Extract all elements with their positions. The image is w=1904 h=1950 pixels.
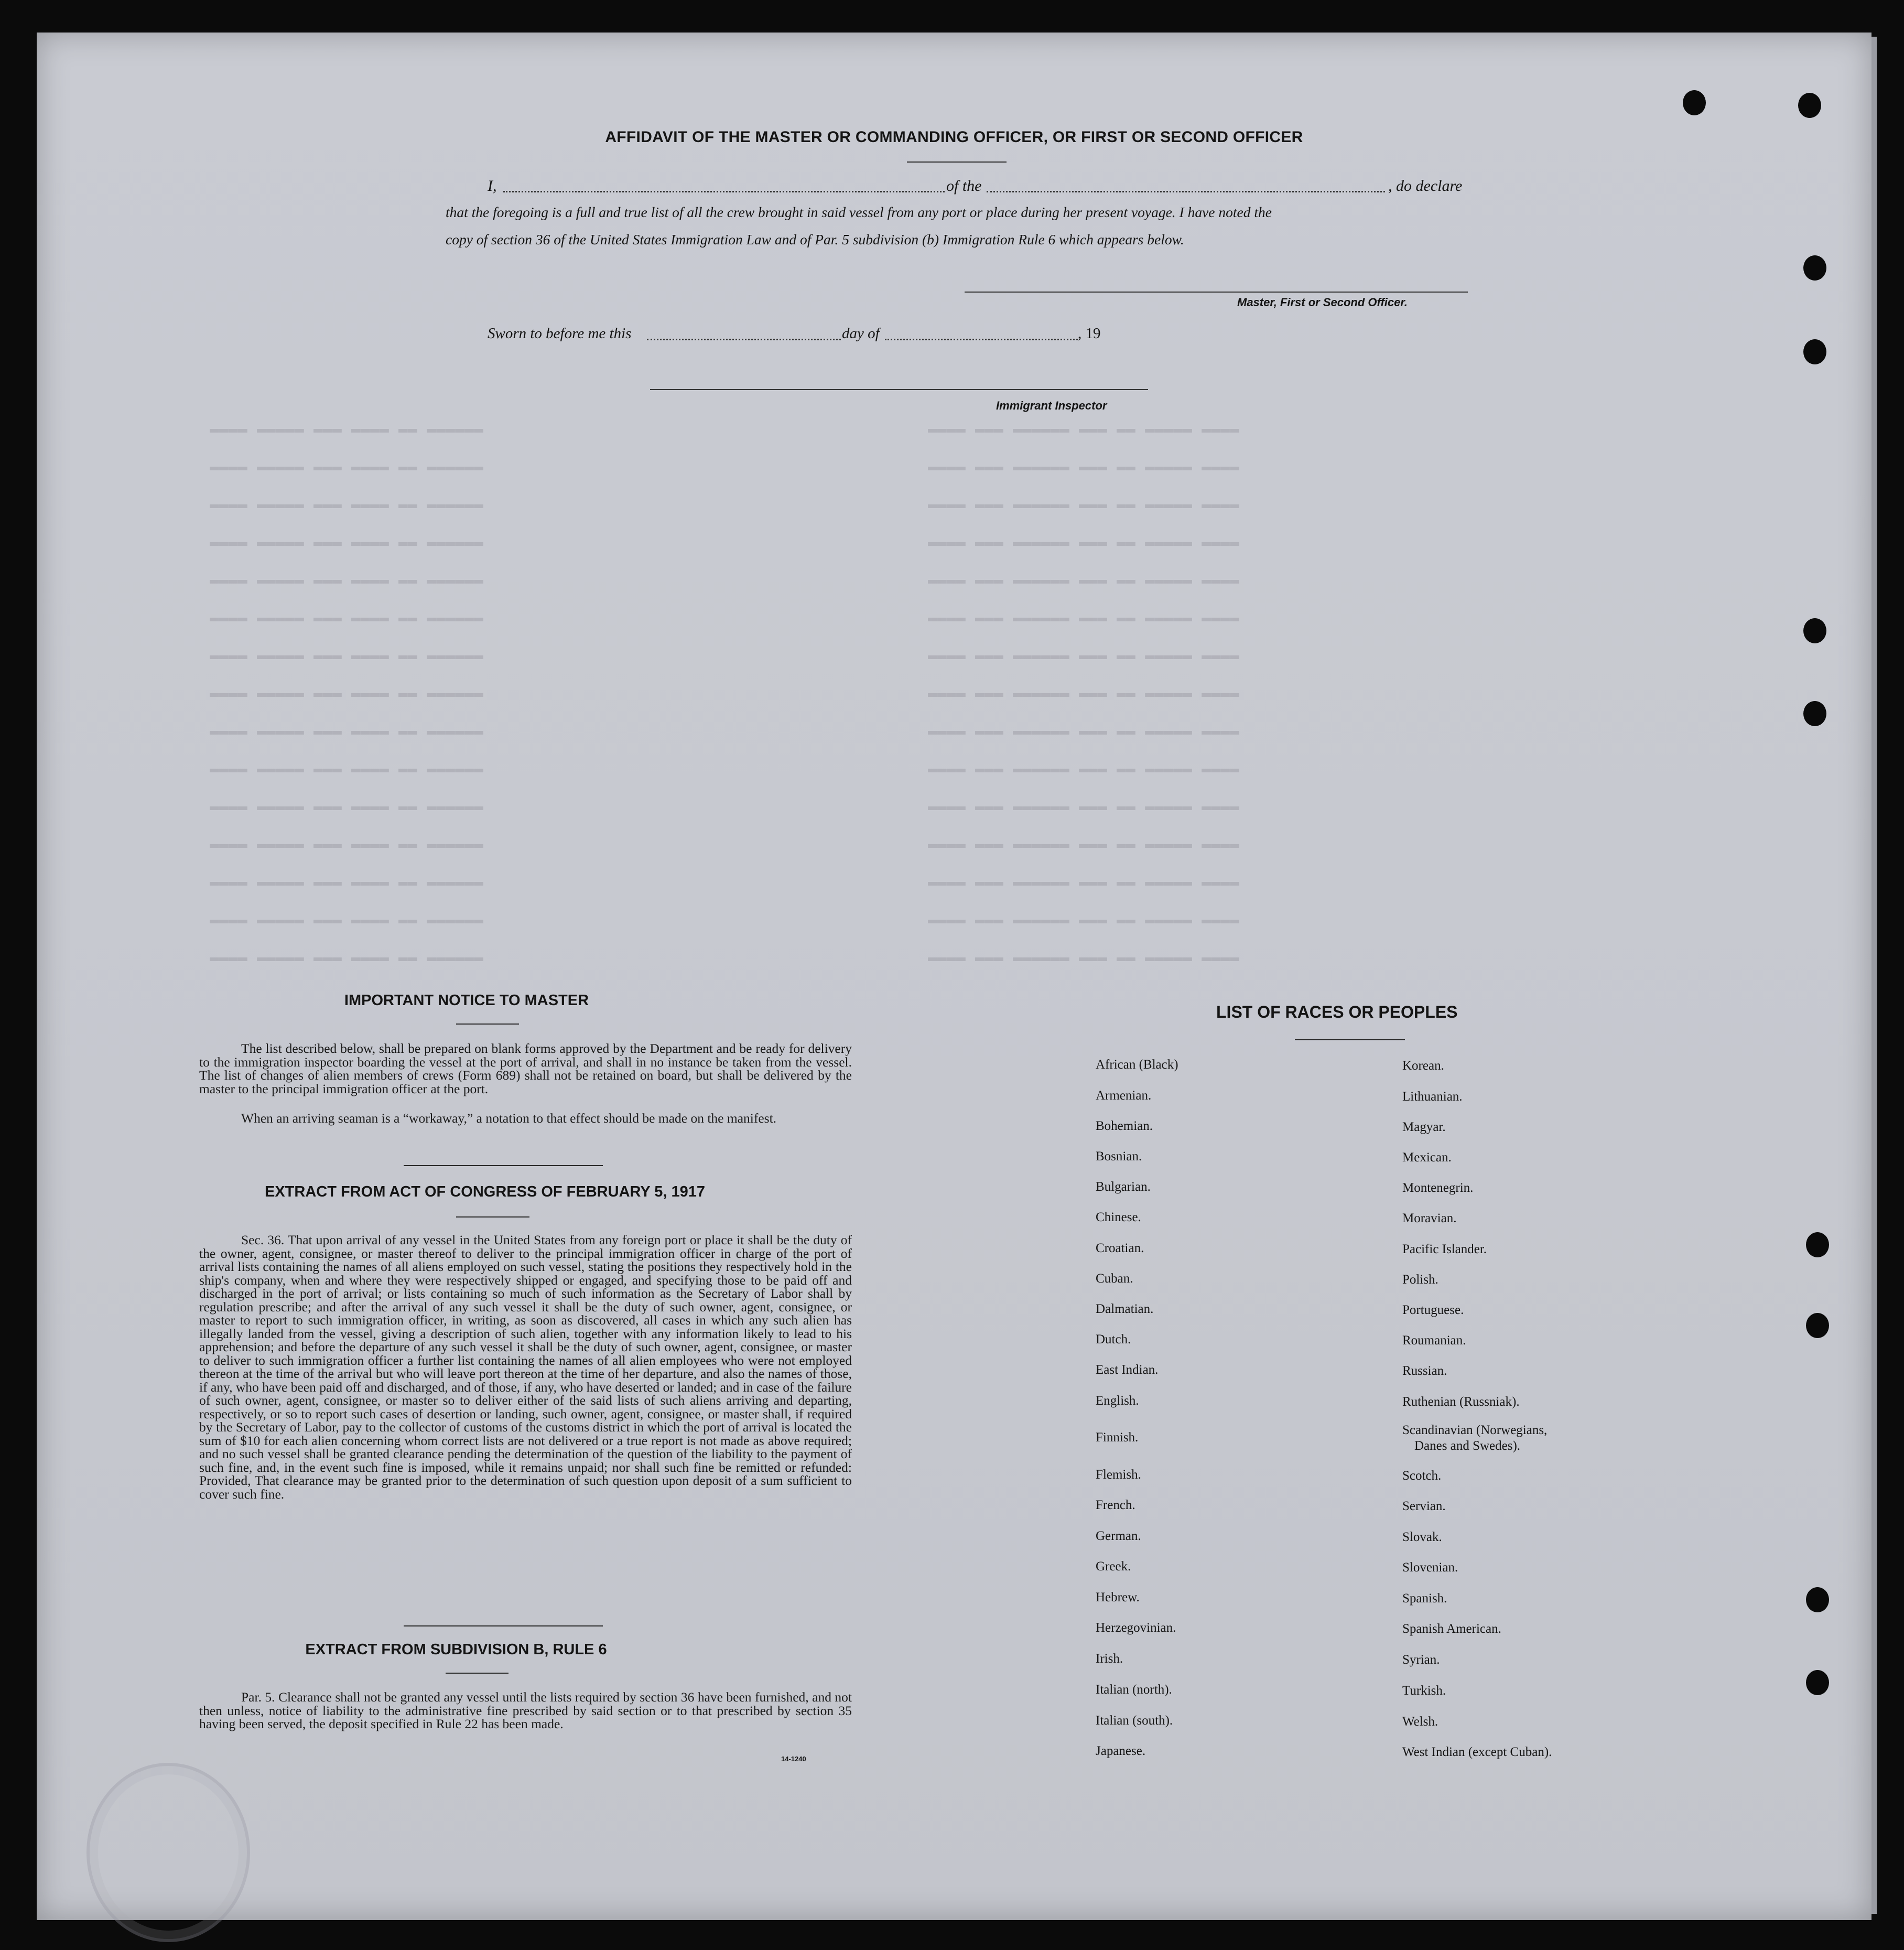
race-right-5: Moravian. xyxy=(1402,1211,1457,1225)
race-left-20: Italian (north). xyxy=(1096,1683,1172,1697)
race-right-18: Spanish American. xyxy=(1402,1622,1501,1636)
punch-hole xyxy=(1803,339,1826,364)
punch-hole xyxy=(1798,93,1821,118)
race-left-0: African (Black) xyxy=(1096,1058,1178,1072)
race-left-11: English. xyxy=(1096,1394,1139,1408)
race-left-10: East Indian. xyxy=(1096,1363,1159,1377)
punch-hole xyxy=(1803,618,1826,643)
race-left-9: Dutch. xyxy=(1096,1332,1131,1346)
race-right-17: Spanish. xyxy=(1402,1591,1447,1606)
race-right-3: Mexican. xyxy=(1402,1150,1452,1165)
race-right-12b: Danes and Swedes). xyxy=(1414,1439,1521,1453)
act-extract-divider xyxy=(404,1625,603,1626)
sworn-day-of-label: day of xyxy=(842,325,880,342)
affidavit-i-label: I, xyxy=(488,177,497,195)
races-title-rule xyxy=(1295,1039,1405,1040)
punch-hole xyxy=(1806,1587,1829,1612)
punch-hole xyxy=(1803,255,1826,281)
sworn-day-field[interactable] xyxy=(647,339,841,340)
race-left-8: Dalmatian. xyxy=(1096,1302,1154,1316)
race-left-15: German. xyxy=(1096,1529,1141,1543)
act-extract-title-rule xyxy=(456,1216,529,1218)
inspector-signature-label: Immigrant Inspector xyxy=(996,399,1107,412)
race-right-4: Montenegrin. xyxy=(1402,1181,1474,1195)
form-number: 14-1240 xyxy=(781,1755,806,1763)
race-right-13: Scotch. xyxy=(1402,1469,1442,1483)
race-left-2: Bohemian. xyxy=(1096,1119,1153,1133)
race-right-7: Polish. xyxy=(1402,1273,1438,1287)
master-signature-label: Master, First or Second Officer. xyxy=(1237,296,1408,309)
race-left-4: Bulgarian. xyxy=(1096,1180,1151,1194)
race-left-7: Cuban. xyxy=(1096,1272,1133,1286)
sworn-month-field[interactable] xyxy=(885,339,1078,340)
race-right-10: Russian. xyxy=(1402,1364,1447,1378)
faded-seal-stamp xyxy=(86,1763,250,1942)
act-extract-text: Sec. 36. That upon arrival of any vessel in the United States from any foreign port or place it shall be the duty of the owner, agent, consignee, or master thereof to deliver to the principal immigration officer in charge of the port of arrival lists containing the names of all aliens employed on such vessel, stating the positions they respectively hold in the ship's company, when and where they were respectively shipped or engaged, and specifying those to be paid off and discharged in the port of arrival; or lists containing so much of such information as the Secretary of Labor shall by regulation prescribe; and after the arrival of any such vessel it shall be the duty of such owner, agent, consignee, or master to report to such immigration officer, in writing, as soon as discovered, all cases in which any such alien has illegally landed from the vessel, giving a description of such alien, together with any information likely to lead to his apprehension; and before the departure of any such vessel it shall be the duty of such owner, agent, consignee, or master to deliver to such immigration officer a further list containing the names of all alien employees who were not employed thereon at the time of the arrival but who will leave port thereon at the time of her departure, and also the names of those, if any, who have been paid off and discharged, and of those, if any, who have deserted or landed; and in case of the failure of such owner, agent, consignee, or master so to deliver either of the said lists of such aliens arriving and departing, respectively, or so to report such cases of desertion or landing, such owner, agent, consignee, or master shall, if required by the Secretary of Labor, pay to the collector of customs of the customs district in which the port of arrival is located the sum of $10 for each alien concerning whom correct lists are not delivered or a true report is not made as above required; and no such vessel shall be granted clearance pending the determination of the question of the liability to the payment of such fine, and, in the event such fine is imposed, while it remains unpaid; nor shall such fine be remitted or refunded: Provided, That clearance may be granted prior to the determination of such question upon deposit of a sum sufficient to cover such fine. xyxy=(199,1232,852,1502)
race-right-11: Ruthenian (Russniak). xyxy=(1402,1395,1520,1409)
race-left-6: Croatian. xyxy=(1096,1241,1144,1255)
affidavit-do-declare-label: , do declare xyxy=(1388,177,1463,195)
race-right-2: Magyar. xyxy=(1402,1120,1446,1134)
sworn-label: Sworn to before me this xyxy=(488,325,632,342)
race-right-0: Korean. xyxy=(1402,1059,1444,1073)
race-right-19: Syrian. xyxy=(1402,1653,1440,1667)
notice-divider xyxy=(404,1165,603,1166)
race-right-8: Portuguese. xyxy=(1402,1303,1464,1317)
act-extract-title: EXTRACT FROM ACT OF CONGRESS OF FEBRUARY 5, 1917 xyxy=(264,1183,706,1200)
rule-extract-text: Par. 5. Clearance shall not be granted any vessel until the lists required by section 36 have been furnished, and not then unless, notice of liability to the administrative fine prescribed by said section or to that prescribed by section 35 having been served, the deposit specified in Rule 22 has been made. xyxy=(199,1689,852,1731)
punch-hole xyxy=(1806,1670,1829,1695)
race-left-5: Chinese. xyxy=(1096,1210,1141,1224)
affidavit-declaration-line-1: that the foregoing is a full and true list of all the crew brought in said vessel from any port or place during her present voyage. I have noted the xyxy=(446,204,1272,220)
race-right-15: Slovak. xyxy=(1402,1530,1442,1544)
sworn-year-prefix: , 19 xyxy=(1078,325,1101,342)
race-left-1: Armenian. xyxy=(1096,1089,1152,1103)
race-left-22: Japanese. xyxy=(1096,1744,1146,1758)
inspector-signature-line[interactable] xyxy=(650,389,1148,390)
affidavit-declaration-line-2: copy of section 36 of the United States Immigration Law and of Par. 5 subdivision (b) Immigration Rule 6 which appears below. xyxy=(446,231,1184,247)
master-signature-line[interactable] xyxy=(965,292,1468,293)
punch-hole xyxy=(1806,1313,1829,1338)
notice-title: IMPORTANT NOTICE TO MASTER xyxy=(344,992,589,1009)
race-left-21: Italian (south). xyxy=(1096,1714,1173,1728)
race-right-16: Slovenian. xyxy=(1402,1560,1458,1575)
race-left-13: Flemish. xyxy=(1096,1468,1141,1482)
race-right-6: Pacific Islander. xyxy=(1402,1242,1487,1256)
affidavit-name-field[interactable] xyxy=(503,191,945,192)
races-title: LIST OF RACES OR PEOPLES xyxy=(1216,1003,1458,1021)
race-left-19: Irish. xyxy=(1096,1652,1123,1666)
punch-hole xyxy=(1683,90,1706,115)
race-left-18: Herzegovinian. xyxy=(1096,1621,1176,1635)
race-right-21: Welsh. xyxy=(1402,1715,1438,1729)
race-right-1: Lithuanian. xyxy=(1402,1090,1463,1104)
affidavit-title: AFFIDAVIT OF THE MASTER OR COMMANDING OFFICER, OR FIRST OR SECOND OFFICER xyxy=(605,128,1303,146)
notice-paragraph-2: When an arriving seaman is a “workaway,” a notation to that effect should be made on the manifest. xyxy=(241,1111,777,1126)
race-left-16: Greek. xyxy=(1096,1559,1131,1574)
race-right-12: Scandinavian (Norwegians, xyxy=(1402,1423,1548,1437)
notice-paragraph-1: The list described below, shall be prepared on blank forms approved by the Department and be ready for delivery to the immigration inspector boarding the vessel at the port of arrival, and shall in no instance be taken from the vessel. The list of changes of alien members of crews (Form 689) shall not be retained on board, but shall be delivered by the master to the principal immigration officer at the port. xyxy=(199,1041,852,1096)
affidavit-vessel-field[interactable] xyxy=(987,191,1385,192)
race-right-20: Turkish. xyxy=(1402,1684,1446,1698)
race-left-12: Finnish. xyxy=(1096,1430,1139,1445)
affidavit-title-rule xyxy=(907,161,1007,163)
race-left-17: Hebrew. xyxy=(1096,1590,1140,1604)
rule-extract-title-rule xyxy=(446,1673,509,1674)
race-right-14: Servian. xyxy=(1402,1499,1446,1513)
race-right-9: Roumanian. xyxy=(1402,1333,1466,1348)
punch-hole xyxy=(1806,1232,1829,1257)
notice-title-rule xyxy=(456,1024,519,1025)
race-left-3: Bosnian. xyxy=(1096,1149,1142,1163)
affidavit-of-the-label: of the xyxy=(946,177,982,195)
rule-extract-title: EXTRACT FROM SUBDIVISION B, RULE 6 xyxy=(305,1641,607,1658)
race-right-22: West Indian (except Cuban). xyxy=(1402,1745,1552,1759)
race-left-14: French. xyxy=(1096,1498,1135,1512)
punch-hole xyxy=(1803,701,1826,726)
manifest-back-page: ▬▬▬▬ ▬▬▬ ▬▬▬▬▬▬ ▬▬▬ ▬▬ ▬▬▬▬▬ ▬▬▬▬ ▬▬▬▬ ▬▬▬ ▬▬▬▬▬▬ ▬▬▬ ▬▬ ▬▬▬▬▬ ▬▬▬▬ ▬▬▬▬ ▬▬▬ ▬▬▬▬▬▬ ▬▬▬ ▬▬ ▬▬▬▬▬ ▬▬▬▬ ▬▬▬▬ ▬▬▬ ▬▬▬▬▬▬ ▬▬▬ ▬▬ ▬▬▬▬▬ ▬▬▬▬ ▬▬▬▬ ▬▬▬ ▬▬▬▬▬▬ ▬▬▬ ▬▬ ▬▬▬▬▬ ▬▬▬▬ ▬▬▬▬ ▬▬▬ ▬▬▬▬▬▬ ▬▬▬ ▬▬ ▬▬▬▬▬ ▬▬▬▬ ▬▬▬▬ ▬▬▬ ▬▬▬▬▬▬ ▬▬▬ ▬▬ ▬▬▬▬▬ ▬▬▬▬ ▬▬▬▬ ▬▬▬ ▬▬▬▬▬▬ ▬▬▬ ▬▬ ▬▬▬▬▬ ▬▬▬▬ ▬▬▬▬ ▬▬▬ ▬▬▬▬▬▬ ▬▬▬ ▬▬ ▬▬▬▬▬ ▬▬▬▬ ▬▬▬▬ ▬▬▬ ▬▬▬▬▬▬ ▬▬▬ ▬▬ ▬▬▬▬▬ ▬▬▬▬ ▬▬▬▬ ▬▬▬ ▬▬▬▬▬▬ ▬▬▬ ▬▬ ▬▬▬▬▬ ▬▬▬▬ ▬▬▬▬ ▬▬▬ ▬▬▬▬▬▬ ▬▬▬ ▬▬ ▬▬▬▬▬ ▬▬▬▬ ▬▬▬▬ ▬▬▬ ▬▬▬▬▬▬ ▬▬▬ ▬▬ ▬▬▬▬▬ ▬▬▬▬ ▬▬▬▬ ▬▬▬ ▬▬▬▬▬▬ ▬▬▬ ▬▬ ▬▬▬▬▬ ▬▬▬▬ ▬▬▬▬ ▬▬▬ ▬▬▬▬▬▬ ▬▬▬ ▬▬ ▬▬▬▬▬ ▬▬▬▬ ▬▬▬▬ ▬▬▬▬▬ ▬▬▬ ▬▬▬▬ ▬▬ ▬▬▬▬▬▬ ▬▬▬▬ ▬▬▬▬▬ ▬▬▬ ▬▬▬▬ ▬▬ ▬▬▬▬▬▬ ▬▬▬▬ ▬▬▬▬▬ ▬▬▬ ▬▬▬▬ ▬▬ ▬▬▬▬▬▬ ▬▬▬▬ ▬▬▬▬▬ ▬▬▬ ▬▬▬▬ ▬▬ ▬▬▬▬▬▬ ▬▬▬▬ ▬▬▬▬▬ ▬▬▬ ▬▬▬▬ ▬▬ ▬▬▬▬▬▬ ▬▬▬▬ ▬▬▬▬▬ ▬▬▬ ▬▬▬▬ ▬▬ ▬▬▬▬▬▬ ▬▬▬▬ ▬▬▬▬▬ ▬▬▬ ▬▬▬▬ ▬▬ ▬▬▬▬▬▬ ▬▬▬▬ ▬▬▬▬▬ ▬▬▬ ▬▬▬▬ ▬▬ ▬▬▬▬▬▬ ▬▬▬▬ ▬▬▬▬▬ ▬▬▬ ▬▬▬▬ ▬▬ ▬▬▬▬▬▬ ▬▬▬▬ ▬▬▬▬▬ ▬▬▬ ▬▬▬▬ ▬▬ ▬▬▬▬▬▬ ▬▬▬▬ ▬▬▬▬▬ ▬▬▬ ▬▬▬▬ ▬▬ ▬▬▬▬▬▬ ▬▬▬▬ ▬▬▬▬▬ ▬▬▬ ▬▬▬▬ ▬▬ ▬▬▬▬▬▬ ▬▬▬▬ ▬▬▬▬▬ ▬▬▬ ▬▬▬▬ ▬▬ ▬▬▬▬▬▬ ▬▬▬▬ ▬▬▬▬▬ ▬▬▬ ▬▬▬▬ ▬▬ ▬▬▬▬▬▬ ▬▬▬▬ ▬▬▬▬▬ ▬▬▬ ▬▬▬▬ ▬▬ ▬▬▬▬▬▬ AFFIDAVIT OF THE MASTER OR COMMANDING OFFICER, OR FIRST OR SECOND OFFICER I, of the , do declare that the foregoing is a full and true list of all the crew brought in said vessel from any port or place during her present voyage. I have noted the copy of section 36 of the United States Immigration Law and of Par. 5 subdivision (b) Immigration Rule 6 which appears below. Master, First or Second Officer. Sworn to before me this day of , 19 Immigrant Inspector IMPORTANT NOTICE TO MASTER The list described below, shall be prepared on blank forms approved by the Department and be ready for delivery to the immigration inspector boarding the vessel at the port of arrival, and shall in no instance be taken from the vessel. The list of changes of alien members of crews (Form 689) shall not be retained on board, but shall be delivered by the master to the principal immigration officer at the port. When an arriving seaman is a “workaway,” a notation to that effect should be made on the manifest. EXTRACT FROM ACT OF CONGRESS OF FEBRUARY 5, 1917 Sec. 36. That upon arrival of any vessel in the United States from any foreign port or place it shall be the duty of the owner, agent, consignee, or master thereof to deliver to the principal immigration officer in charge of the port of arrival lists containing the names of all aliens employed on such vessel, stating the positions they respectively hold in the ship's company, when and where they were respectively shipped or engaged, and specifying those to be paid off and discharged in the port of arrival; or lists containing so much of such information as the Secretary of Labor shall by regulation prescribe; and after the arrival of any such vessel it shall be the duty of such owner, agent, consignee, or master to report to such immigration officer, in writing, as soon as discovered, all cases in which any such alien has illegally landed from the vessel, giving a description of such alien, together with any information likely to lead to his apprehension; and before the departure of any such vessel it shall be the duty of such owner, agent, consignee, or master to deliver to such immigration officer a further list containing the names of all alien employees who were not employed thereon at the time of the arrival but who will leave port thereon at the time of her departure, and also the names of those, if any, who have been paid off and discharged, and of those, if any, who have deserted or landed; and in case of the failure of such owner, agent, consignee, or master so to deliver either of the said lists of such aliens arriving and departing, respectively, or so to report such cases of desertion or landing, such owner, agent, consignee, or master shall, if required by the Secretary of Labor, pay to the collector of customs of the customs district in which the port of arrival is located the sum of $10 for each alien concerning whom correct lists are not delivered or a true report is not made as above required; and no such vessel shall be granted clearance pending the determination of the question of the liability to the payment of such fine, and, in the event such fine is imposed, while it remains unpaid; nor shall such fine be remitted or refunded: Provided, That clearance may be granted prior to the determination of such question upon deposit of a sum sufficient to cover such fine. EXTRACT FROM SUBDIVISION B, RULE 6 Par. 5. Clearance shall not be granted any vessel until the lists required by section 36 have been furnished, and not then unless, notice of liability to the administrative fine prescribed by said section or to that prescribed by section 35 having been served, the deposit specified in Rule 22 has been made. 14-1240 LIST OF RACES OR PEOPLES African (Black) Armenian. Bohemian. Bosnian. Bulgarian. Chinese. Croatian. Cuban. Dalmatian. Dutch. East Indian. English. Finnish. Flemish. French. German. Greek. Hebrew. Herzegovinian. Irish. Italian (north). Italian (south). Japanese. Korean. Lithuanian. Magyar. Mexican. Montenegrin. Moravian. Pacific Islander. Polish. Portuguese. Roumanian. Russian. Ruthenian (Russniak). Scandinavian (Norwegians, Danes and Swedes). Scotch. Servian. Slovak. Slovenian. Spanish. Spanish American. Syrian. Turkish. Welsh. West Indian (except Cuban). xyxy=(37,33,1871,1920)
